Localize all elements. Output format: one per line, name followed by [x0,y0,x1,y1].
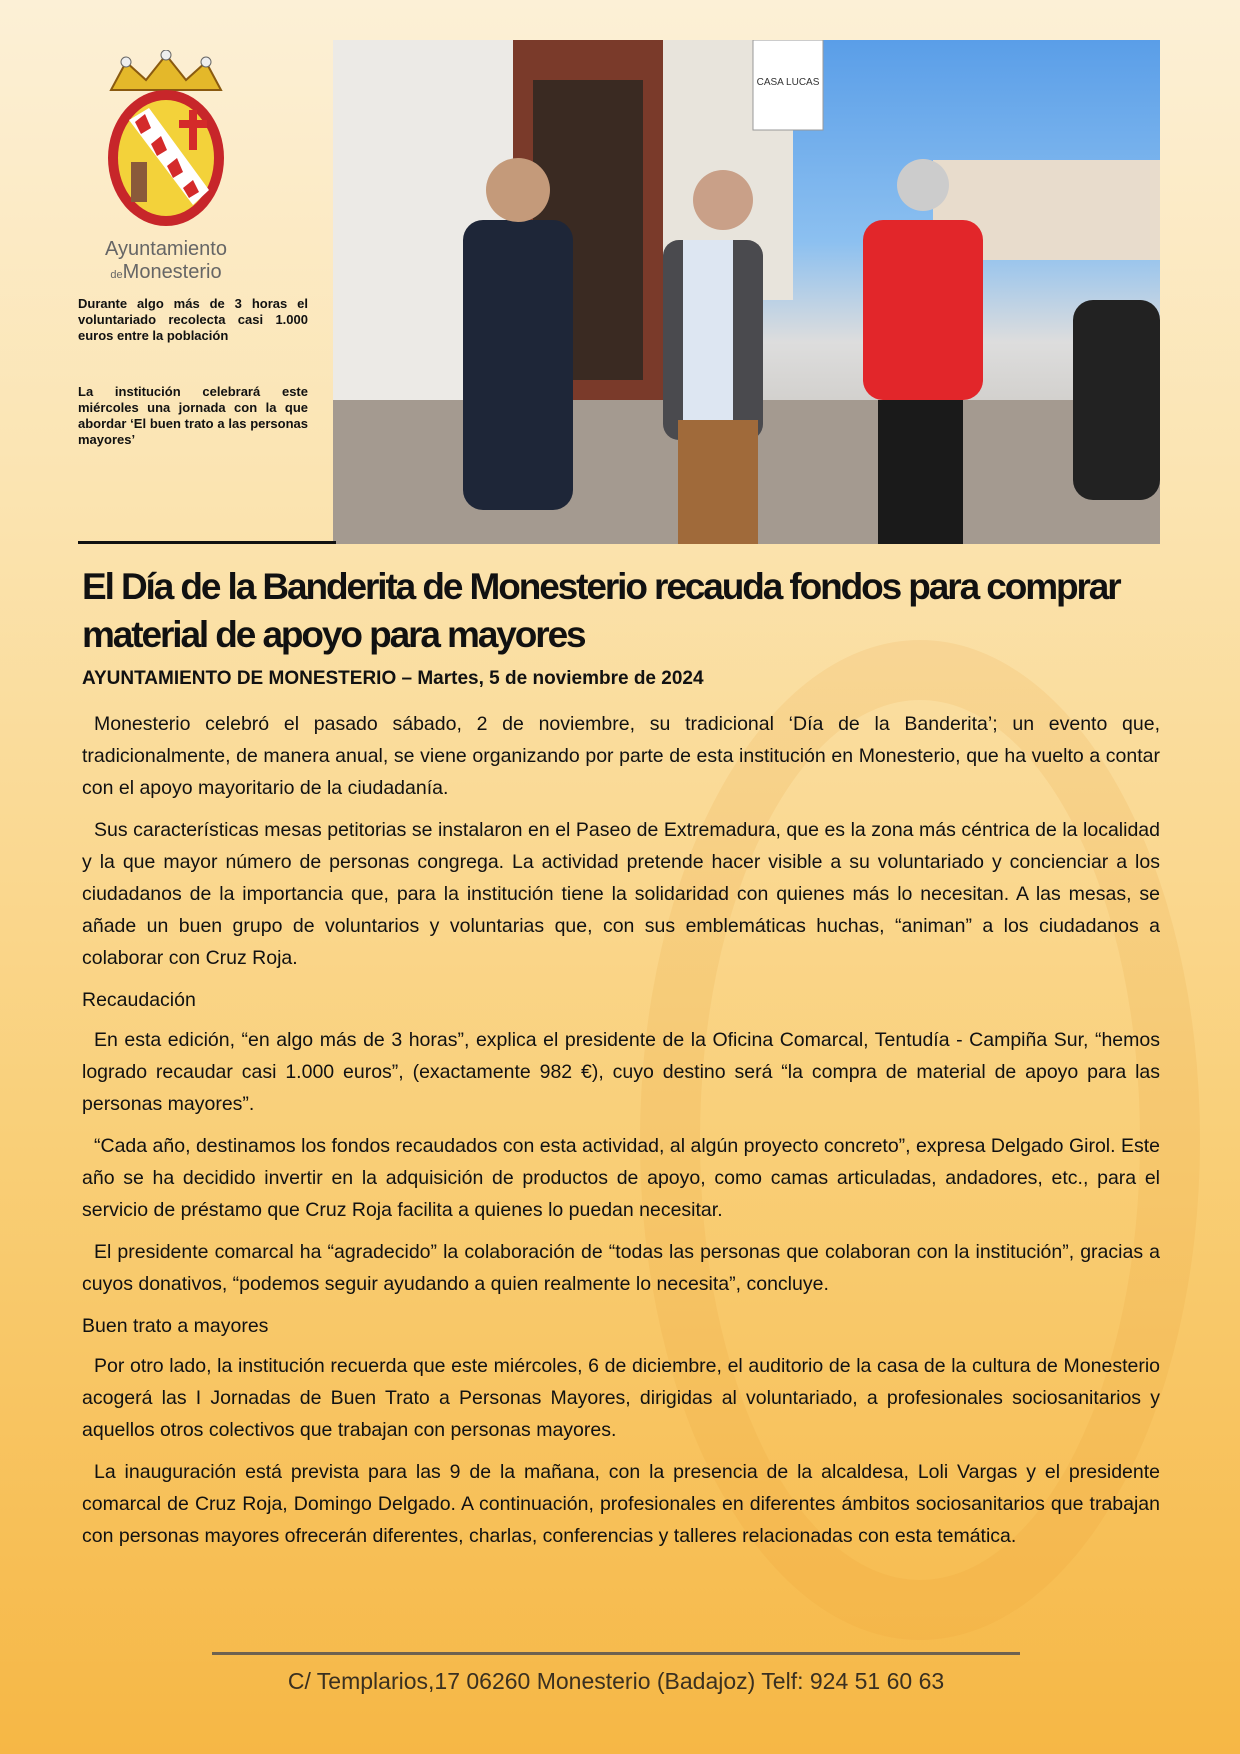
paragraph: La inauguración está prevista para las 9 de la mañana, con la presencia de la alcaldesa, Loli Vargas y el presidente comarcal de Cruz Roja, Domingo Delgado. A continuación, profesionales en diferentes ámbitos sociosanitarios que trabajan con personas mayores ofrecerán diferentes, charlas, conferencias y talleres relacionadas con esta temática. [82,1461,1160,1547]
municipal-logo [96,50,236,287]
footer-address: C/ Templarios,17 06260 Monesterio (Badajoz) Telf: 924 51 60 63 [287,1668,945,1694]
logo-line2: Monesterio [122,261,222,283]
shop-sign: CASA LUCAS [756,77,820,88]
article-body [82,708,1160,1562]
article-title: El Día de la Banderita de Monesterio recauda fondos para comprar material de apoyo para mayores [82,566,1120,655]
paragraph: Por otro lado, la institución recuerda que este miércoles, 6 de diciembre, el auditorio de la casa de la cultura de Monesterio acogerá las I Jornadas de Buen Trato a Personas Mayores, dirigidas al voluntariado, a profesionales sociosanitarios y aquellos otros colectivos que trabajan con personas mayores. [82,1355,1160,1441]
article-byline: AYUNTAMIENTO DE MONESTERIO – Martes, 5 de noviembre de 2024 [82,668,704,689]
coat-of-arms-icon [101,50,231,230]
article-photo [333,40,1160,544]
highlight-1: Durante algo más de 3 horas el voluntariado recolecta casi 1.000 euros entre la población [78,296,308,343]
paragraph: En esta edición, “en algo más de 3 horas”, explica el presidente de la Oficina Comarcal, Tentudía - Campiña Sur, “hemos logrado recaudar casi 1.000 euros”, (exactamente 982 €), cuyo destino será “la compra de material de apoyo para las personas mayores”. [82,1029,1160,1115]
paragraph: Monesterio celebró el pasado sábado, 2 de noviembre, su tradicional ‘Día de la Banderita’; un evento que, tradicionalmente, de manera anual, se viene organizando por parte de esta institución en Monesterio, que ha vuelto a contar con el apoyo mayoritario de la ciudadanía. [82,713,1160,799]
section-heading: Buen trato a mayores [82,1315,269,1337]
footer-rule [212,1652,1020,1655]
photo-street-scene [333,40,1160,544]
section-heading: Recaudación [82,989,196,1011]
logo-prefix: de [110,269,123,281]
paragraph: Sus características mesas petitorias se instalaron en el Paseo de Extremadura, que es la zona más céntrica de la localidad y la que mayor número de personas congrega. La actividad pretende hacer visible a su voluntariado y concienciar a los ciudadanos de la importancia que, para la institución tiene la solidaridad con quienes más lo necesitan. A las mesas, se añade un buen grupo de voluntarios y voluntarias que, con sus emblemáticas huchas, “animan” a los ciudadanos a colaborar con Cruz Roja. [82,819,1160,969]
logo-line1: Ayuntamiento [105,238,227,260]
paragraph: “Cada año, destinamos los fondos recaudados con esta actividad, al algún proyecto concreto”, expresa Delgado Girol. Este año se ha decidido invertir en la adquisición de productos de apoyo, como camas articuladas, andadores, etc., para el servicio de préstamo que Cruz Roja facilita a quienes lo puedan necesitar. [82,1135,1160,1221]
logo-wordmark [96,238,236,287]
highlight-2: La institución celebrará este miércoles una jornada con la que abordar ‘El buen trato a las personas mayores’ [78,384,308,447]
divider-rule [78,541,336,544]
paragraph: El presidente comarcal ha “agradecido” la colaboración de “todas las personas que colaboran con la institución”, gracias a cuyos donativos, “podemos seguir ayudando a quien realmente lo necesita”, concluye. [82,1241,1160,1295]
